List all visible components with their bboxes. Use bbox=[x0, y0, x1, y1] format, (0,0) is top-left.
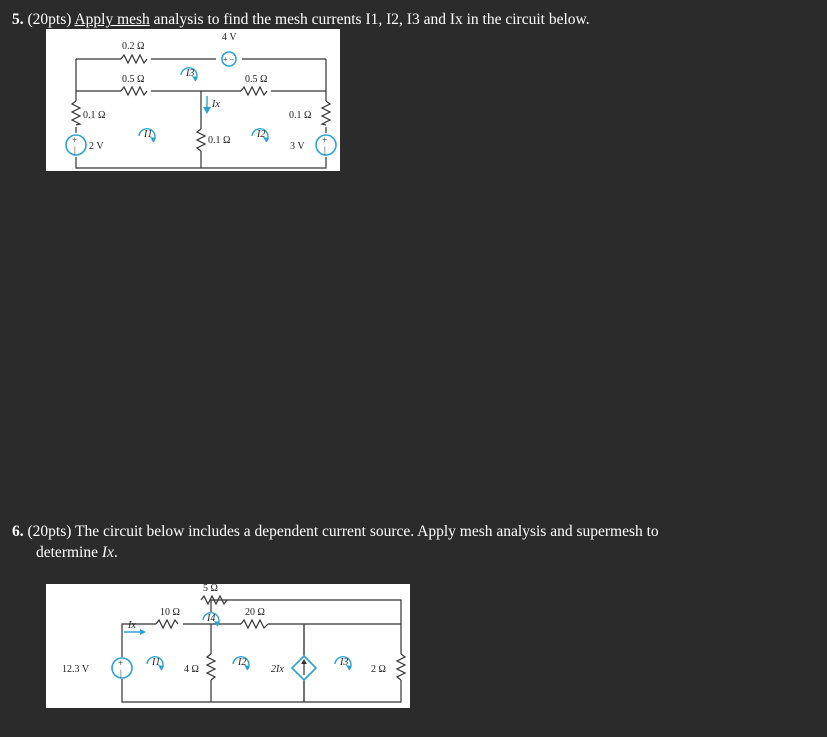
q6-r-2-label: 2 Ω bbox=[371, 664, 386, 675]
question-6 bbox=[12, 521, 812, 563]
question-5-tail: in the circuit below. bbox=[462, 11, 590, 28]
question-5-text-underlined: Apply mesh bbox=[74, 11, 150, 28]
svg-text:+: + bbox=[118, 658, 124, 668]
q6-mesh-i1-label: I1 bbox=[152, 657, 161, 668]
question-6-text-line2-a: determine bbox=[36, 544, 102, 561]
circuit-figure-6 bbox=[46, 584, 410, 708]
svg-text:+: + bbox=[322, 135, 328, 145]
svg-text:|: | bbox=[120, 668, 122, 678]
q5-sub3: 3 bbox=[411, 11, 420, 28]
question-6-text-line2-b: . bbox=[113, 544, 118, 561]
q6-mesh-i4-label: I4 bbox=[207, 613, 216, 624]
q5-sub2: 2 bbox=[391, 11, 400, 28]
q5-r-mid-right-label: 0.5 Ω bbox=[245, 74, 268, 85]
question-5-text-a: (20pts) bbox=[23, 11, 75, 28]
question-5 bbox=[12, 9, 812, 30]
svg-text:+: + bbox=[72, 135, 78, 145]
q5-v-left-label: 2 V bbox=[89, 141, 104, 152]
q6-mesh-i3-label: I3 bbox=[340, 657, 349, 668]
q5-r-top-label: 0.2 Ω bbox=[122, 41, 145, 52]
circuit-figure-5 bbox=[46, 29, 340, 171]
q5-subx: x bbox=[455, 11, 463, 28]
q5-mesh-i1-label: I1 bbox=[144, 129, 153, 140]
circuit-5-svg bbox=[46, 29, 340, 171]
q6-r-top-label: 5 Ω bbox=[203, 584, 218, 594]
question-5-number: 5. bbox=[12, 11, 24, 28]
question-6-text-line1: (20pts) The circuit below includes a dependent current source. Apply mesh analysis and supermesh to bbox=[23, 523, 659, 540]
q6-dep-src-label: 2Ix bbox=[271, 664, 284, 675]
q5-v-right-label: 3 V bbox=[290, 141, 305, 152]
q5-ix-label: Ix bbox=[212, 99, 220, 110]
q5-mesh-i3-label: I3 bbox=[186, 68, 195, 79]
q6-r-right-label: 20 Ω bbox=[245, 607, 265, 618]
q6-r-left-label: 10 Ω bbox=[160, 607, 180, 618]
q6-r-4-label: 4 Ω bbox=[184, 664, 199, 675]
q5-sep1: , I bbox=[378, 11, 392, 28]
q5-mesh-i2-label: I2 bbox=[257, 129, 266, 140]
svg-text:|: | bbox=[324, 145, 326, 155]
q5-r-right-label: 0.1 Ω bbox=[289, 110, 312, 121]
question-6-text-line2-ix: Ix bbox=[101, 544, 114, 561]
q5-v-top-label: 4 V bbox=[222, 32, 237, 43]
q5-r-left-label: 0.1 Ω bbox=[83, 110, 106, 121]
q5-r-center-label: 0.1 Ω bbox=[208, 135, 231, 146]
question-6-number: 6. bbox=[12, 523, 24, 540]
question-5-text-b: analysis to find the mesh currents I bbox=[149, 11, 371, 28]
q5-r-mid-left-label: 0.5 Ω bbox=[122, 74, 145, 85]
q6-v-src-label: 12.3 V bbox=[62, 664, 90, 675]
q5-sub1: 1 bbox=[370, 11, 379, 28]
svg-text:|: | bbox=[74, 145, 76, 155]
svg-text:+ −: + − bbox=[223, 55, 235, 64]
circuit-6-svg bbox=[46, 584, 410, 708]
q5-sep3: and I bbox=[419, 11, 455, 28]
q6-ix-label: Ix bbox=[128, 620, 136, 631]
q6-mesh-i2-label: I2 bbox=[238, 657, 247, 668]
q5-sep2: , I bbox=[399, 11, 412, 28]
